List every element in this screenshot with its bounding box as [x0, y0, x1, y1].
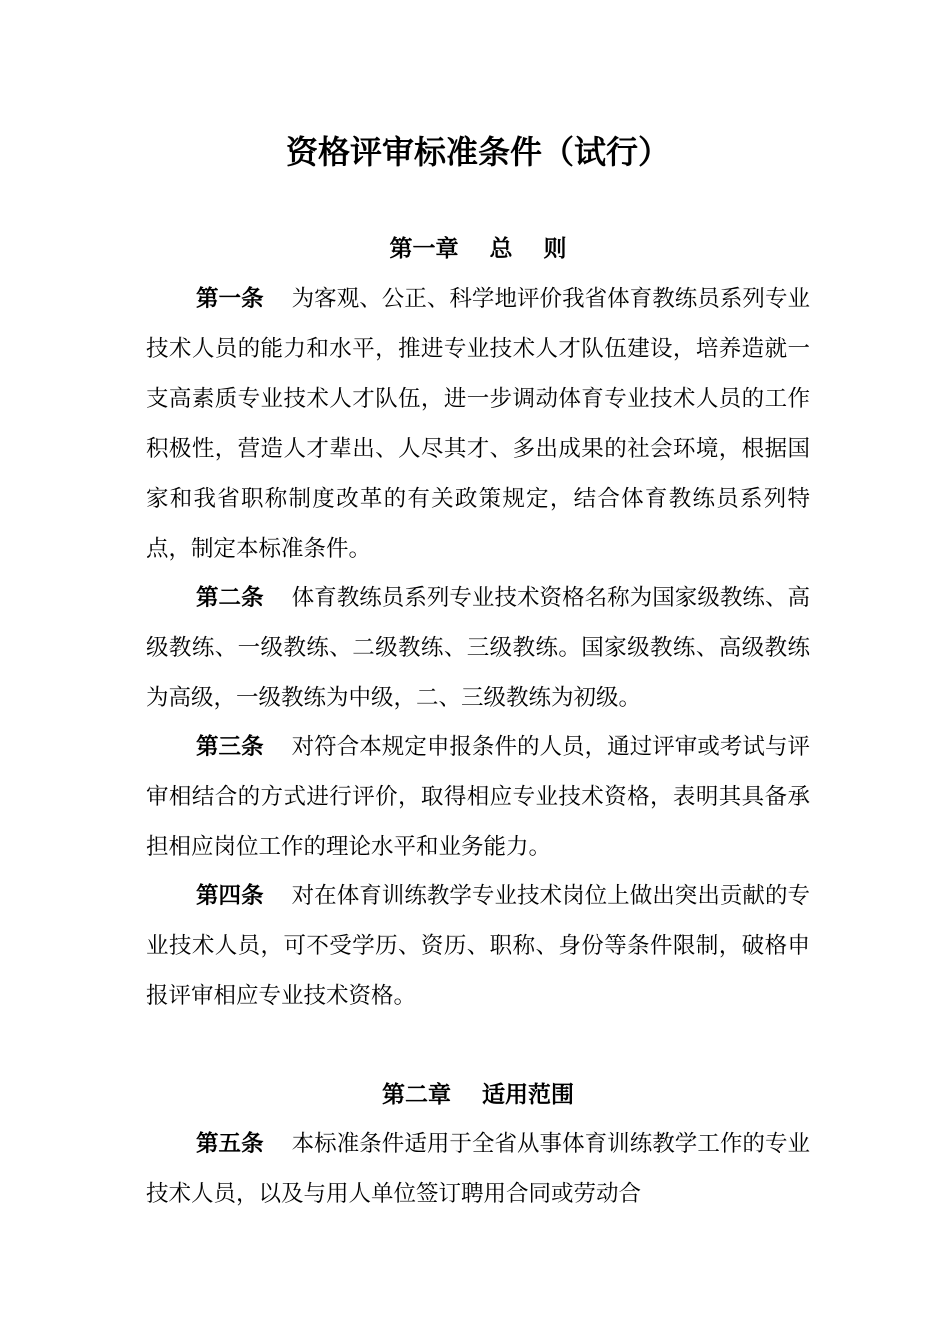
chapter-heading-1: 第一章 总 则	[389, 236, 567, 262]
article-4	[146, 871, 810, 1021]
article-text: 本标准条件适用于全省从事体育训练教学工作的专业技术人员，以及与用人单位签订聘用合同或劳动合	[146, 1131, 810, 1207]
article-1	[146, 274, 810, 574]
article-label: 第五条	[196, 1131, 264, 1157]
article-text: 体育教练员系列专业技术资格名称为国家级教练、高级教练、一级教练、二级教练、三级教练。国家级教练、高级教练为高级，一级教练为中级，二、三级教练为初级。	[146, 585, 810, 711]
article-text: 对在体育训练教学专业技术岗位上做出突出贡献的专业技术人员，可不受学历、资历、职称、身份等条件限制，破格申报评审相应专业技术资格。	[146, 883, 810, 1009]
document-title: 资格评审标准条件（试行）	[285, 133, 670, 171]
article-text: 为客观、公正、科学地评价我省体育教练员系列专业技术人员的能力和水平，推进专业技术人才队伍建设，培养造就一支高素质专业技术人才队伍，进一步调动体育专业技术人员的工作积极性，营造人才辈出、人尽其才、多出成果的社会环境，根据国家和我省职称制度改革的有关政策规定，结合体育教练员系列特点，制定本标准条件。	[146, 286, 810, 562]
article-label: 第四条	[196, 883, 264, 909]
article-text: 对符合本规定申报条件的人员，通过评审或考试与评审相结合的方式进行评价，取得相应专业技术资格，表明其具备承担相应岗位工作的理论水平和业务能力。	[146, 734, 810, 860]
chapter-heading-2: 第二章 适用范围	[381, 1082, 574, 1108]
article-2	[146, 573, 810, 723]
article-label: 第一条	[196, 286, 264, 312]
article-5	[146, 1119, 810, 1219]
article-label: 第三条	[196, 734, 264, 760]
article-3	[146, 722, 810, 872]
article-label: 第二条	[196, 585, 264, 611]
